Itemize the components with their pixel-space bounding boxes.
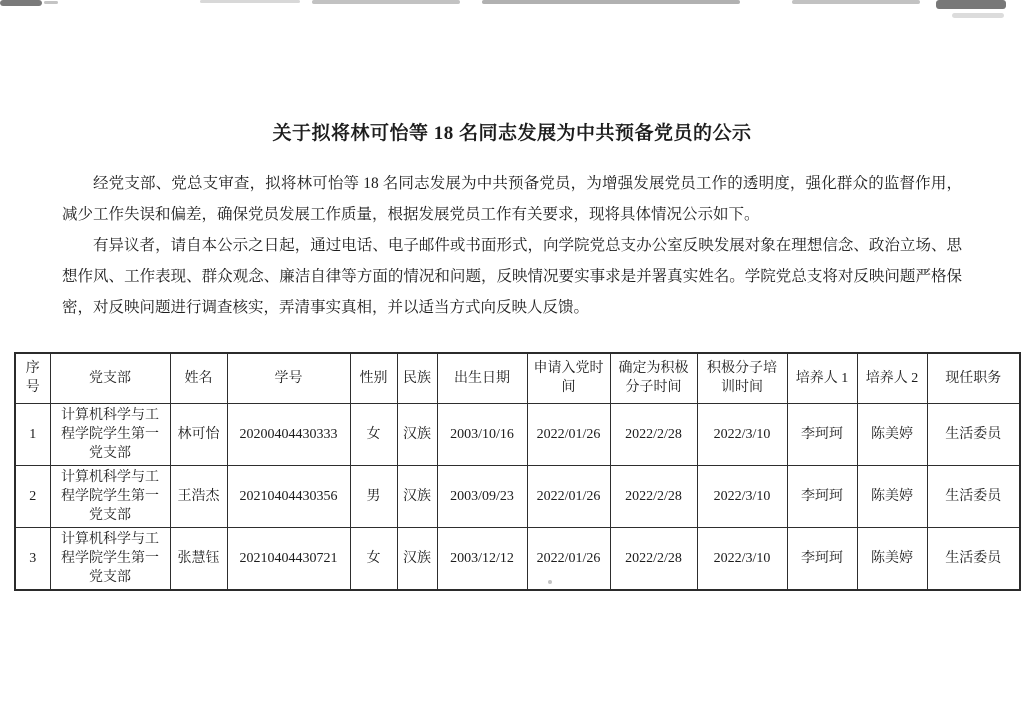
table-cell: 生活委员 bbox=[927, 465, 1020, 527]
table-cell: 汉族 bbox=[397, 465, 437, 527]
column-header: 党支部 bbox=[50, 353, 170, 403]
table-body bbox=[15, 403, 1020, 590]
table-cell: 汉族 bbox=[397, 403, 437, 465]
table-cell: 2022/01/26 bbox=[527, 465, 610, 527]
table-cell: 生活委员 bbox=[927, 403, 1020, 465]
column-header: 培养人 2 bbox=[857, 353, 927, 403]
column-header: 学号 bbox=[227, 353, 350, 403]
table-cell: 男 bbox=[350, 465, 397, 527]
table-cell: 3 bbox=[15, 527, 50, 590]
table-cell: 2022/01/26 bbox=[527, 403, 610, 465]
table-cell: 2 bbox=[15, 465, 50, 527]
table-cell: 女 bbox=[350, 403, 397, 465]
column-header: 姓名 bbox=[170, 353, 227, 403]
table-cell: 张慧钰 bbox=[170, 527, 227, 590]
table-cell: 2022/3/10 bbox=[697, 527, 787, 590]
table-cell: 林可怡 bbox=[170, 403, 227, 465]
table-cell: 计算机科学与工程学院学生第一党支部 bbox=[50, 403, 170, 465]
column-header: 性别 bbox=[350, 353, 397, 403]
table-cell: 生活委员 bbox=[927, 527, 1020, 590]
announcement-table bbox=[14, 352, 1021, 591]
paragraph-intro: 经党支部、党总支审查，拟将林可怡等 18 名同志发展为中共预备党员，为增强发展党员工作的透明度，强化群众的监督作用，减少工作失误和偏差，确保党员发展工作质量，根据发展党员工作有关要求，现将具体情况公示如下。 bbox=[62, 175, 962, 223]
table-cell: 20210404430721 bbox=[227, 527, 350, 590]
table-cell: 陈美婷 bbox=[857, 465, 927, 527]
table-row bbox=[15, 403, 1020, 465]
table-cell: 2003/09/23 bbox=[437, 465, 527, 527]
paragraph-contact: 有异议者，请自本公示之日起，通过电话、电子邮件或书面形式，向学院党总支办公室反映发展对象在理想信念、政治立场、思想作风、工作表现、群众观念、廉洁自律等方面的情况和问题，反映情况要实事求是并署真实姓名。学院党总支将对反映问题严格保密，对反映问题进行调查核实，弄清事实真相，并以适当方式向反映人反馈。 bbox=[62, 237, 962, 316]
table-cell: 2022/01/26 bbox=[527, 527, 610, 590]
page-title: 关于拟将林可怡等 18 名同志发展为中共预备党员的公示 bbox=[272, 123, 752, 144]
table-cell: 李珂珂 bbox=[787, 527, 857, 590]
table-cell: 2003/12/12 bbox=[437, 527, 527, 590]
table-cell: 2022/2/28 bbox=[610, 527, 697, 590]
column-header: 现任职务 bbox=[927, 353, 1020, 403]
table-cell: 2003/10/16 bbox=[437, 403, 527, 465]
table-cell: 2022/3/10 bbox=[697, 403, 787, 465]
column-header: 民族 bbox=[397, 353, 437, 403]
column-header: 申请入党时间 bbox=[527, 353, 610, 403]
table-cell: 陈美婷 bbox=[857, 527, 927, 590]
header-row bbox=[15, 353, 1020, 403]
table-cell: 女 bbox=[350, 527, 397, 590]
column-header: 确定为积极分子时间 bbox=[610, 353, 697, 403]
column-header: 培养人 1 bbox=[787, 353, 857, 403]
table-cell: 陈美婷 bbox=[857, 403, 927, 465]
column-header: 出生日期 bbox=[437, 353, 527, 403]
column-header: 序号 bbox=[15, 353, 50, 403]
table-cell: 2022/2/28 bbox=[610, 403, 697, 465]
table-row bbox=[15, 527, 1020, 590]
column-header: 积极分子培训时间 bbox=[697, 353, 787, 403]
table-cell: 计算机科学与工程学院学生第一党支部 bbox=[50, 465, 170, 527]
table-cell: 李珂珂 bbox=[787, 465, 857, 527]
table-cell: 20210404430356 bbox=[227, 465, 350, 527]
table-cell: 王浩杰 bbox=[170, 465, 227, 527]
table-cell: 20200404430333 bbox=[227, 403, 350, 465]
table-cell: 计算机科学与工程学院学生第一党支部 bbox=[50, 527, 170, 590]
table-cell: 2022/3/10 bbox=[697, 465, 787, 527]
table-cell: 汉族 bbox=[397, 527, 437, 590]
body-text bbox=[62, 168, 962, 323]
table-cell: 2022/2/28 bbox=[610, 465, 697, 527]
table-cell: 1 bbox=[15, 403, 50, 465]
table-row bbox=[15, 465, 1020, 527]
table-cell: 李珂珂 bbox=[787, 403, 857, 465]
